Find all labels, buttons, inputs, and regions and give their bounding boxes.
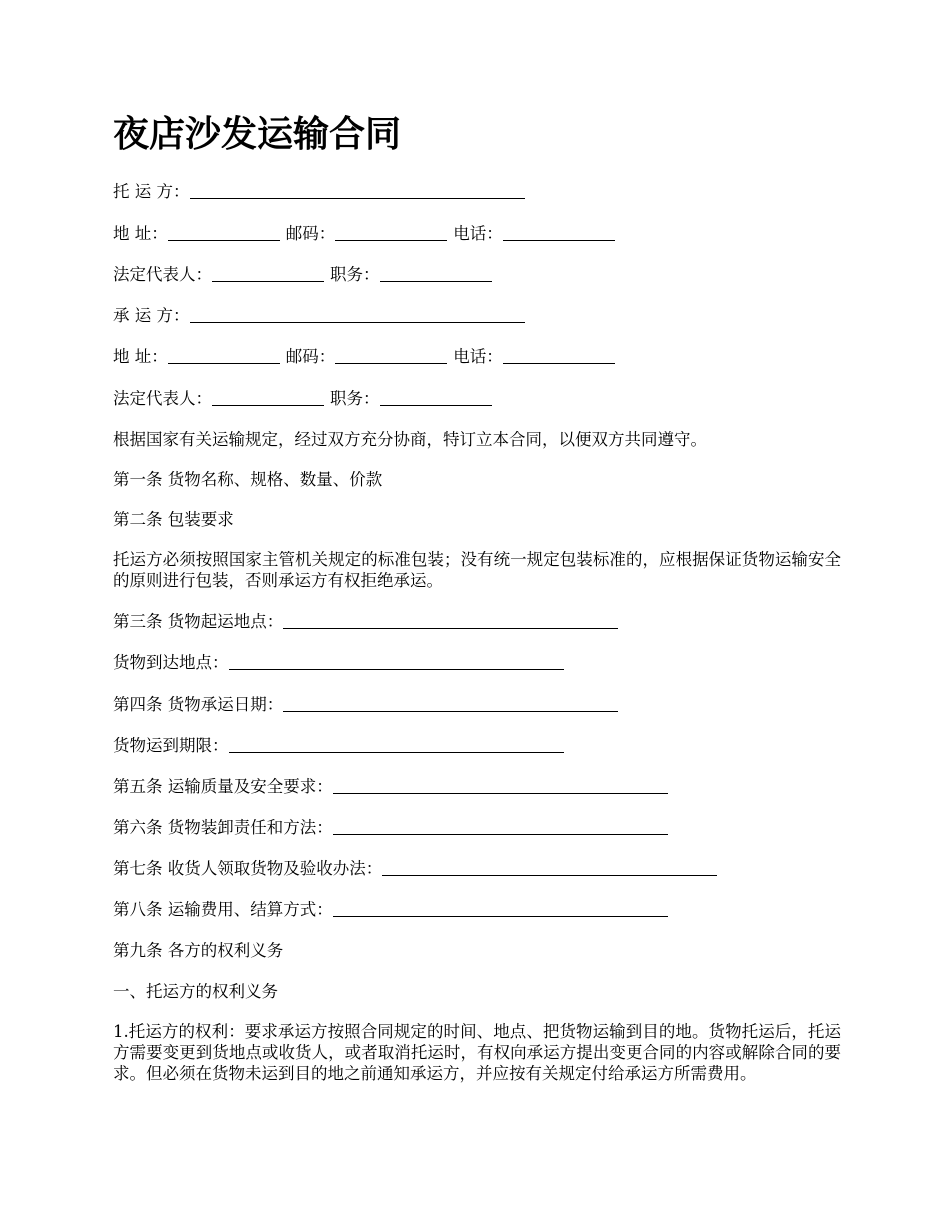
- article-1-heading: 第一条 货物名称、规格、数量、价款: [113, 470, 383, 489]
- arrival-deadline-label: 货物运到期限：: [113, 736, 229, 755]
- postcode-blank[interactable]: [335, 347, 447, 364]
- shipper-line: [113, 181, 525, 203]
- position-blank[interactable]: [380, 265, 492, 282]
- phone-blank[interactable]: [503, 347, 615, 364]
- article-6-label: 第六条 货物装卸责任和方法：: [113, 818, 333, 837]
- carrier-line: [113, 305, 525, 327]
- page-title: 夜店沙发运输合同: [113, 114, 402, 155]
- address-blank[interactable]: [168, 224, 280, 241]
- arrival-deadline-line: [113, 735, 564, 757]
- address-label: 地 址：: [113, 224, 168, 243]
- article-2-body: 托运方必须按照国家主管机关规定的标准包装；没有统一规定包装标准的，应根据保证货物运输安全的原则进行包装，否则承运方有权拒绝承运。: [113, 550, 841, 590]
- legal-rep-blank[interactable]: [212, 389, 324, 406]
- loading-duty-blank[interactable]: [333, 818, 668, 835]
- shipper-label: 托 运 方：: [113, 182, 190, 201]
- article-4-line: [113, 694, 618, 716]
- article-8-line: [113, 899, 668, 921]
- intro-text: 根据国家有关运输规定，经过双方充分协商，特订立本合同，以便双方共同遵守。: [113, 430, 707, 449]
- legal-rep-label: 法定代表人：: [113, 389, 212, 408]
- position-label: 职务：: [330, 389, 380, 408]
- carrier-label: 承 运 方：: [113, 306, 190, 325]
- arrival-place-blank[interactable]: [229, 653, 564, 670]
- quality-safety-blank[interactable]: [333, 777, 668, 794]
- legal-rep-blank[interactable]: [212, 265, 324, 282]
- position-blank[interactable]: [380, 389, 492, 406]
- arrival-place-line: [113, 652, 564, 674]
- postcode-blank[interactable]: [335, 224, 447, 241]
- article-4-label: 第四条 货物承运日期：: [113, 695, 284, 714]
- phone-blank[interactable]: [503, 224, 615, 241]
- article-8-label: 第八条 运输费用、结算方式：: [113, 900, 333, 919]
- postcode-label: 邮码：: [285, 224, 336, 243]
- article-6-line: [113, 817, 668, 839]
- position-label: 职务：: [330, 265, 380, 284]
- phone-label: 电话：: [453, 224, 503, 243]
- article-3-label: 第三条 货物起运地点：: [113, 612, 284, 631]
- article-5-label: 第五条 运输质量及安全要求：: [113, 777, 333, 796]
- article-5-line: [113, 776, 668, 798]
- shipping-date-blank[interactable]: [283, 695, 618, 712]
- carrier-blank[interactable]: [190, 306, 525, 323]
- legal-rep-label: 法定代表人：: [113, 265, 212, 284]
- postcode-label: 邮码：: [285, 347, 336, 366]
- carrier-address-line: [113, 346, 615, 368]
- article-3-line: [113, 611, 618, 633]
- article-2-heading: 第二条 包装要求: [113, 510, 234, 529]
- article-7-line: [113, 858, 717, 880]
- shipper-blank[interactable]: [190, 182, 525, 199]
- shipper-address-line: [113, 223, 615, 245]
- section-1-heading: 一、托运方的权利义务: [113, 982, 278, 1001]
- shipper-rep-line: [113, 264, 492, 286]
- arrival-place-label: 货物到达地点：: [113, 653, 229, 672]
- article-7-label: 第七条 收货人领取货物及验收办法：: [113, 859, 383, 878]
- article-9-heading: 第九条 各方的权利义务: [113, 941, 284, 960]
- carrier-rep-line: [113, 388, 492, 410]
- clause-1-body: 1.托运方的权利：要求承运方按照合同规定的时间、地点、把货物运输到目的地。货物托运后，托运方需要变更到货地点或收货人，或者取消托运时，有权向承运方提出变更合同的内容或解除合同的要求。但必须在货物未运到目的地之前通知承运方，并应按有关规定付给承运方所需费用。: [113, 1022, 841, 1083]
- arrival-deadline-blank[interactable]: [229, 736, 564, 753]
- phone-label: 电话：: [453, 347, 503, 366]
- address-label: 地 址：: [113, 347, 168, 366]
- address-blank[interactable]: [168, 347, 280, 364]
- receipt-method-blank[interactable]: [382, 859, 717, 876]
- departure-place-blank[interactable]: [283, 612, 618, 629]
- fee-settlement-blank[interactable]: [333, 900, 668, 917]
